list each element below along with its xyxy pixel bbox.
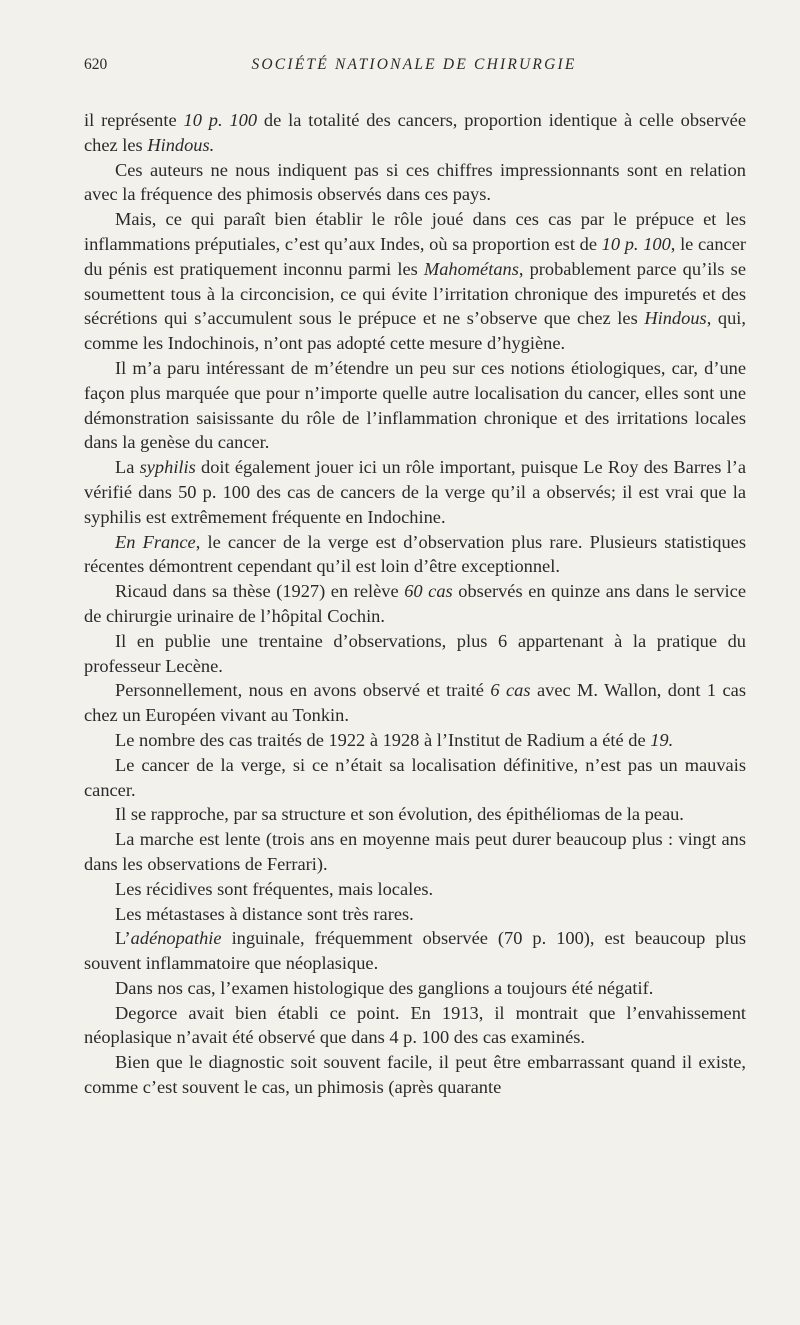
italic-text: En France <box>115 531 196 552</box>
text-run: il représente <box>84 110 184 130</box>
running-title: SOCIÉTÉ NATIONALE DE CHIRURGIE <box>251 56 577 73</box>
paragraph <box>84 1050 746 1100</box>
italic-text: adénopathie <box>130 928 222 949</box>
paragraph <box>84 802 746 827</box>
text-run: Le nombre des cas traités de 1922 à 1928 à l’Institut de Radium a été de <box>115 729 651 750</box>
text-run: Le cancer de la verge, si ce n’était sa localisation définitive, n’est pas un mauvais cancer. <box>84 754 746 800</box>
page-number: 620 <box>84 56 108 73</box>
italic-text: Hindous <box>644 308 707 329</box>
paragraph <box>84 926 746 976</box>
text-run: Bien que le diagnostic soit souvent facile, il peut être embarrassant quand il existe, comme c’est souvent le cas, un phimosis (après quarante <box>84 1052 746 1098</box>
page-header <box>84 56 746 90</box>
text-run: , le cancer du pénis est pratiquement inconnu parmi les <box>84 233 746 279</box>
text-run: inguinale, fréquemment observée (70 p. 100), est beaucoup plus souvent inflammatoire que néoplasique. <box>84 928 746 974</box>
text-run: Il m’a paru intéressant de m’étendre un peu sur ces notions étiologiques, car, d’une façon plus marquée que pour n’importe quelle autre localisation du cancer, elles sont une démonstration saisissante du rôle de l’inflammation chronique et des irritations locales dans la genèse du cancer. <box>84 357 746 453</box>
paragraph <box>84 1001 746 1051</box>
text-run: Il se rapproche, par sa structure et son évolution, des épithéliomas de la peau. <box>115 804 684 825</box>
paragraph <box>84 455 746 529</box>
italic-text: syphilis <box>139 457 196 478</box>
paragraph <box>84 629 746 679</box>
text-run: La <box>115 457 140 478</box>
paragraph <box>84 356 746 455</box>
paragraph <box>84 728 746 753</box>
body-text <box>84 108 746 1100</box>
text-run: Mais, ce qui paraît bien établir le rôle joué dans ces cas par le prépuce et les inflammations préputiales, c’est qu’aux Indes, où sa proportion est de <box>84 209 746 254</box>
text-run: La marche est lente (trois ans en moyenne mais peut durer beaucoup plus : vingt ans dans les observations de Ferrari). <box>84 829 746 874</box>
text-run: de la totalité des cancers, proportion identique à celle observée chez les <box>84 110 746 155</box>
text-run: , le cancer de la verge est d’observation plus rare. Plusieurs statistiques récentes démontrent cependant qu’il est loin d’être exceptionnel. <box>84 531 746 577</box>
paragraph <box>84 827 746 877</box>
italic-text: 10 p. 100 <box>601 233 671 254</box>
italic-text: 6 cas <box>490 680 531 701</box>
paragraph <box>84 579 746 629</box>
text-run: Personnellement, nous en avons observé et traité <box>115 680 491 701</box>
text-run: avec M. Wallon, dont 1 cas chez un Européen vivant au Tonkin. <box>84 680 747 726</box>
paragraph <box>84 108 746 158</box>
text-run: Degorce avait bien établi ce point. En 1913, il montrait que l’envahissement néoplasique n’avait été observé que dans 4 p. 100 des cas examinés. <box>84 1002 746 1048</box>
paragraph <box>84 877 746 902</box>
text-run: Les récidives sont fréquentes, mais locales. <box>115 878 434 899</box>
text-run: Il en publie une trentaine d’observations, plus 6 appartenant à la pratique du professeur Lecène. <box>84 630 746 676</box>
italic-text: 10 p. 100 <box>183 110 258 130</box>
text-run: doit également jouer ici un rôle important, puisque Le Roy des Barres l’a vérifié dans 50 p. 100 des cas de cancers de la verge qu’il a observés; il est vrai que la syphilis est extrêmement fréquente en Indochine. <box>84 457 747 527</box>
text-run: , qui, comme les Indochinois, n’ont pas adopté cette mesure d’hygiène. <box>84 308 746 354</box>
text-run: Les métastases à distance sont très rares. <box>115 903 414 924</box>
text-run: L’ <box>115 928 131 949</box>
italic-text: Hindous. <box>147 134 215 155</box>
text-run: observés en quinze ans dans le service de chirurgie urinaire de l’hôpital Cochin. <box>84 581 746 626</box>
italic-text: 19. <box>650 729 674 750</box>
paragraph <box>84 753 746 803</box>
paragraph <box>84 158 746 208</box>
text-run: , probablement parce qu’ils se soumettent tous à la circoncision, ce qui évite l’irritation chronique des impuretés et des sécrétions qui s’accumulent sous le prépuce et ne s’observe que chez les <box>84 258 746 329</box>
text-run: Ricaud dans sa thèse (1927) en relève <box>115 581 405 602</box>
paragraph <box>84 902 746 927</box>
text-run: Ces auteurs ne nous indiquent pas si ces chiffres impressionnants sont en relation avec la fréquence des phimosis observés dans ces pays. <box>84 159 746 205</box>
paragraph <box>84 976 746 1001</box>
italic-text: Mahométans <box>423 258 519 279</box>
italic-text: 60 cas <box>404 581 453 602</box>
text-run: Dans nos cas, l’examen histologique des ganglions a toujours été négatif. <box>115 977 654 998</box>
paragraph <box>84 207 746 356</box>
paragraph <box>84 678 746 728</box>
paragraph <box>84 530 746 580</box>
